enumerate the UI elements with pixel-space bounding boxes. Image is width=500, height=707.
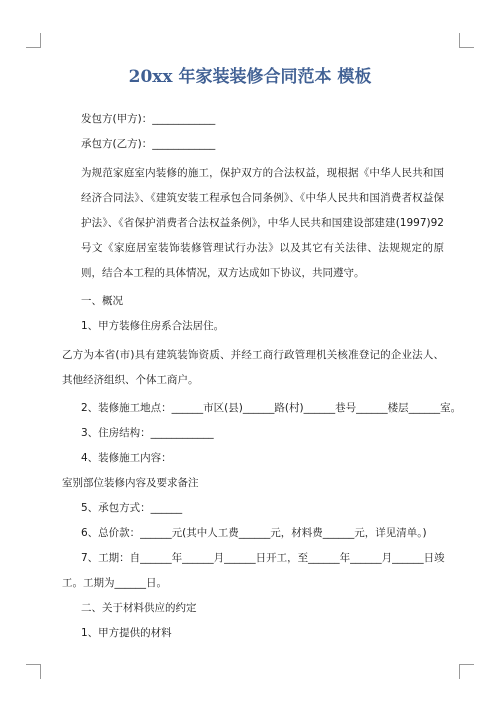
- party-b-line: 承包方(乙方)：____________: [81, 138, 216, 150]
- clause-4-content: 4、装修施工内容：: [81, 452, 172, 464]
- crop-mark-bottom-left: [26, 664, 41, 679]
- clause-5-contract-method: 5、承包方式：______: [81, 502, 183, 514]
- crop-mark-top-right: [459, 33, 474, 48]
- clause-1: 1、甲方装修住房系合法居住。: [81, 320, 225, 332]
- clause-7-schedule-line2: 工。工期为______日。: [62, 577, 167, 589]
- clause-materials-party-a: 1、甲方提供的材料: [81, 627, 172, 639]
- document-body: [62, 111, 462, 650]
- section-heading-materials: 二、关于材料供应的约定: [81, 602, 197, 614]
- clause-3-structure: 3、住房结构：____________: [81, 427, 214, 439]
- clause-2-location: 2、装修施工地点：______市区(县)______路(村)______巷号______楼层______室。: [81, 402, 462, 414]
- crop-mark-top-left: [26, 33, 41, 48]
- room-requirements-line: 室别部位装修内容及要求备注: [62, 477, 199, 489]
- party-b-description: 乙方为本省(市)具有建筑装饰资质、并经工商行政管理机关核准登记的企业法人、其他经济组织、个体工商户。: [62, 349, 444, 386]
- section-heading-overview: 一、概况: [81, 295, 123, 307]
- clause-6-total-price: 6、总价款：______元(其中人工费______元，材料费______元，详见清单。): [81, 527, 427, 539]
- document-title: 20xx 年家装装修合同范本 模板: [128, 67, 372, 87]
- crop-mark-bottom-right: [459, 664, 474, 679]
- intro-paragraph: 为规范家庭室内装修的施工，保护双方的合法权益，现根据《中华人民共和国经济合同法》、《建筑安装工程承包合同条例》、《中华人民共和国消费者权益保护法》、《省保护消费者合法权益条例》，中华人民共和国建设部建建(1997)92 号文《家庭居室装饰装修管理试行办法》以及其它有关法律、法规规定的原则，结合本工程的具体情况，双方达成如下协议，共同遵守。: [81, 167, 444, 279]
- clause-7-schedule-line1: 7、工期：自______年______月______日开工，至______年______月______日竣: [81, 552, 445, 564]
- party-a-line: 发包方(甲方)：____________: [81, 113, 216, 125]
